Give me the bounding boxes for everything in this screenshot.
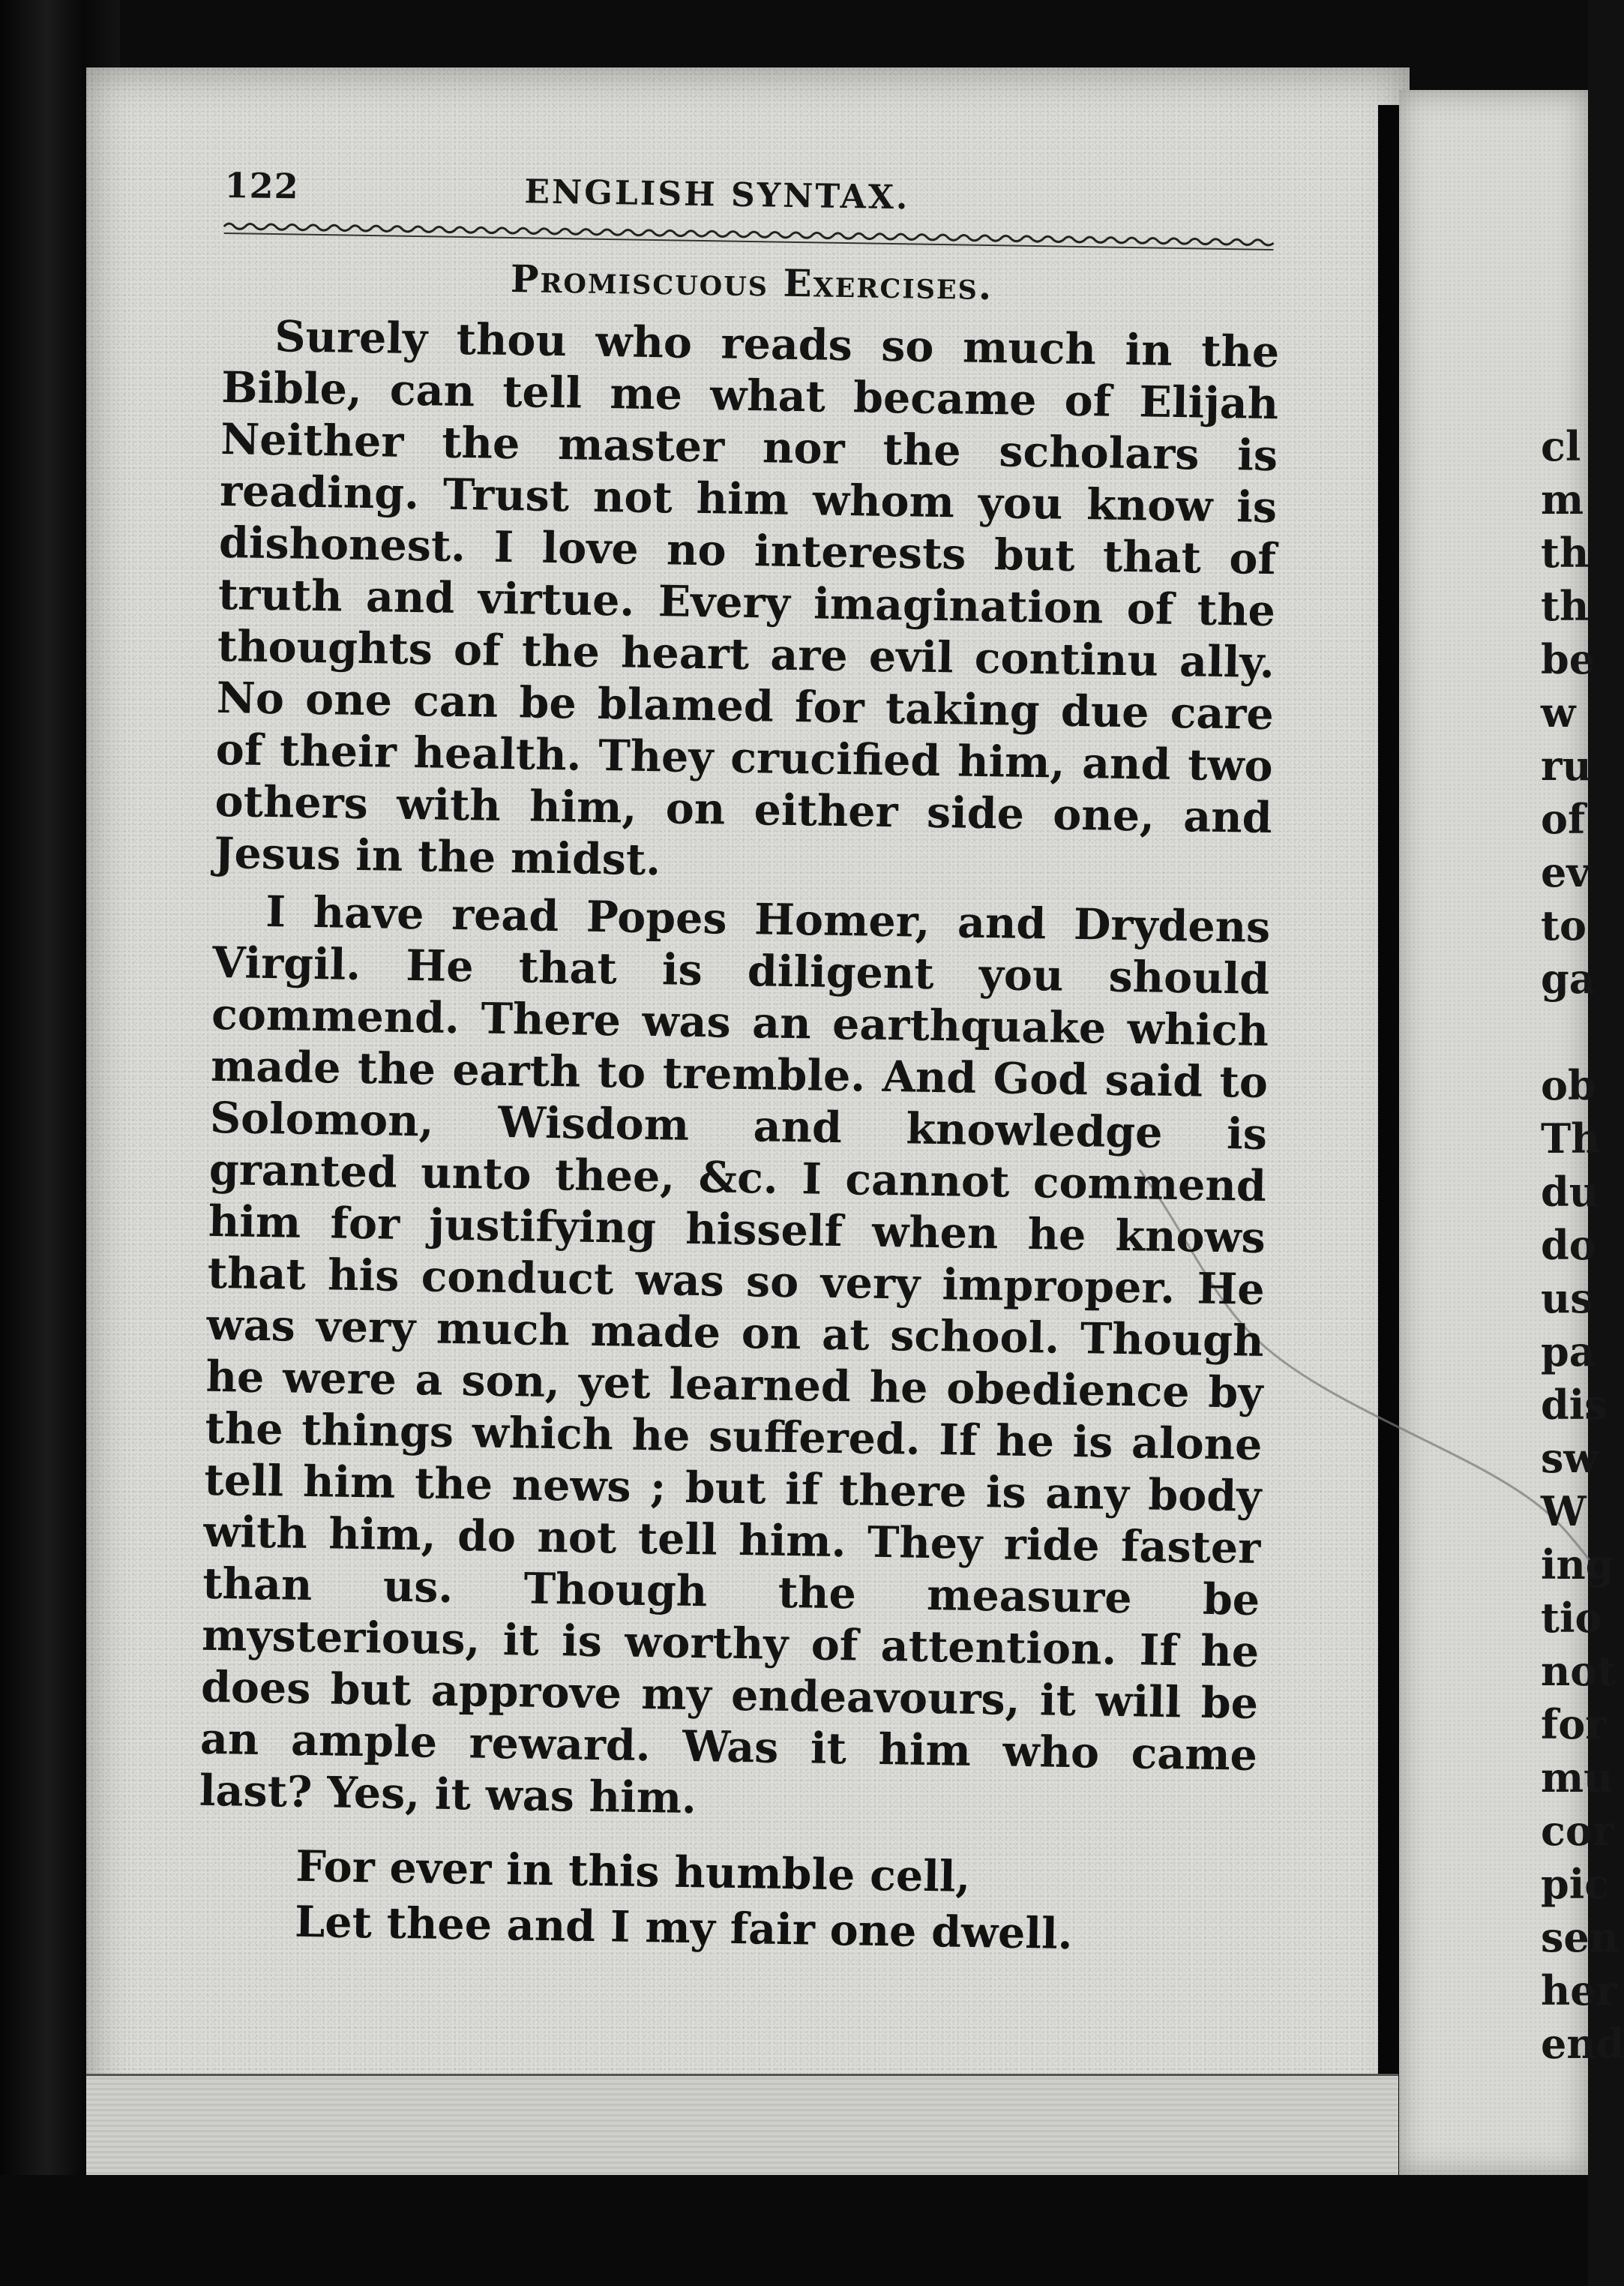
page-text-block — [197, 165, 1282, 1965]
facing-page-fragment: ev — [1541, 848, 1590, 896]
facing-page-fragment: ga — [1541, 955, 1596, 1003]
facing-page-fragment: ob — [1541, 1061, 1596, 1109]
facing-page-fragment — [1541, 1006, 1588, 1059]
verse-line: For ever in this humble cell, — [295, 1840, 971, 1902]
page-gutter — [1378, 105, 1399, 2175]
facing-page-fragment: sw — [1541, 1434, 1599, 1482]
scan-bottom-border — [0, 2175, 1588, 2286]
facing-page-fragment: mu — [1541, 1754, 1614, 1802]
verse-block — [197, 1838, 1256, 1965]
facing-page-fragment: pic — [1541, 1860, 1610, 1908]
facing-page-text-fragments — [1541, 420, 1624, 2071]
exercise-paragraph-2: I have read Popes Homer, and Drydens Virgil. He that is diligent you should commend. There was an earthquake which made the earth to tremble. And God said to Solomon, Wisdom and knowledge is granted unto thee, &c. I cannot commend him for justifying hisself when he knows that his conduct was so very improper. He was very much made on at school. Though he were a son, yet learned he obedience by the things which he suffered. If he is alone tell him the news ; but if there is any body with him, do not tell him. They ride faster than us. Though the measure be mysterious, it is worthy of attention. If he does but approve my endeavours, it will be an ample reward. Was it him who came last? Yes, it was him. — [199, 886, 1271, 1824]
facing-page-fragment: dis — [1541, 1381, 1608, 1429]
facing-page-fragment: to — [1541, 902, 1587, 950]
facing-page-fragment: w — [1541, 688, 1576, 736]
facing-page-fragment: for — [1541, 1700, 1607, 1748]
facing-page-fragment: du — [1541, 1168, 1599, 1216]
facing-page-fragment: ing — [1541, 1540, 1614, 1588]
facing-page-fragment: be — [1541, 635, 1596, 683]
facing-page-fragment: not — [1541, 1647, 1617, 1695]
facing-page-fragment: do — [1541, 1221, 1596, 1269]
facing-page-fragment: th — [1541, 529, 1590, 577]
facing-page-fragment: ru — [1541, 742, 1592, 790]
page-bottom-edge — [86, 2074, 1398, 2177]
facing-page-fragment: us — [1541, 1274, 1593, 1322]
verse-line: Let thee and I my fair one dwell. — [294, 1896, 1074, 1960]
section-heading: Promiscuous Exercises. — [510, 256, 993, 309]
facing-page-fragment: of — [1541, 795, 1586, 843]
facing-page-fragment: cor — [1541, 1807, 1614, 1855]
facing-page-fragment: her — [1541, 1966, 1618, 2014]
facing-page-fragment: m — [1541, 476, 1584, 524]
facing-page-fragment: Th — [1541, 1114, 1601, 1162]
facing-page-fragment: th — [1541, 582, 1590, 630]
facing-page-fragment: W — [1541, 1487, 1587, 1535]
exercise-paragraph-1: Surely thou who reads so much in the Bible, can tell me what became of Elijah Neither the master nor the scholars is reading. Trust not him whom you know is dishonest. I love no interests but that of truth and virtue. Every imagination of the thoughts of the heart are evil continu ally. No one can be blamed for taking due care of their health. They crucified him, and two others with him, on either side one, and Jesus in the midst. — [214, 311, 1280, 886]
running-title: ENGLISH SYNTAX. — [524, 172, 910, 218]
facing-page-fragment: tio — [1541, 1594, 1602, 1642]
facing-page-fragment: cl — [1541, 422, 1581, 470]
facing-page-fragment: sen — [1541, 1913, 1620, 1961]
facing-page-fragment: end — [1541, 2020, 1624, 2068]
facing-page-fragment: pa — [1541, 1328, 1596, 1376]
page-number: 122 — [224, 165, 300, 207]
